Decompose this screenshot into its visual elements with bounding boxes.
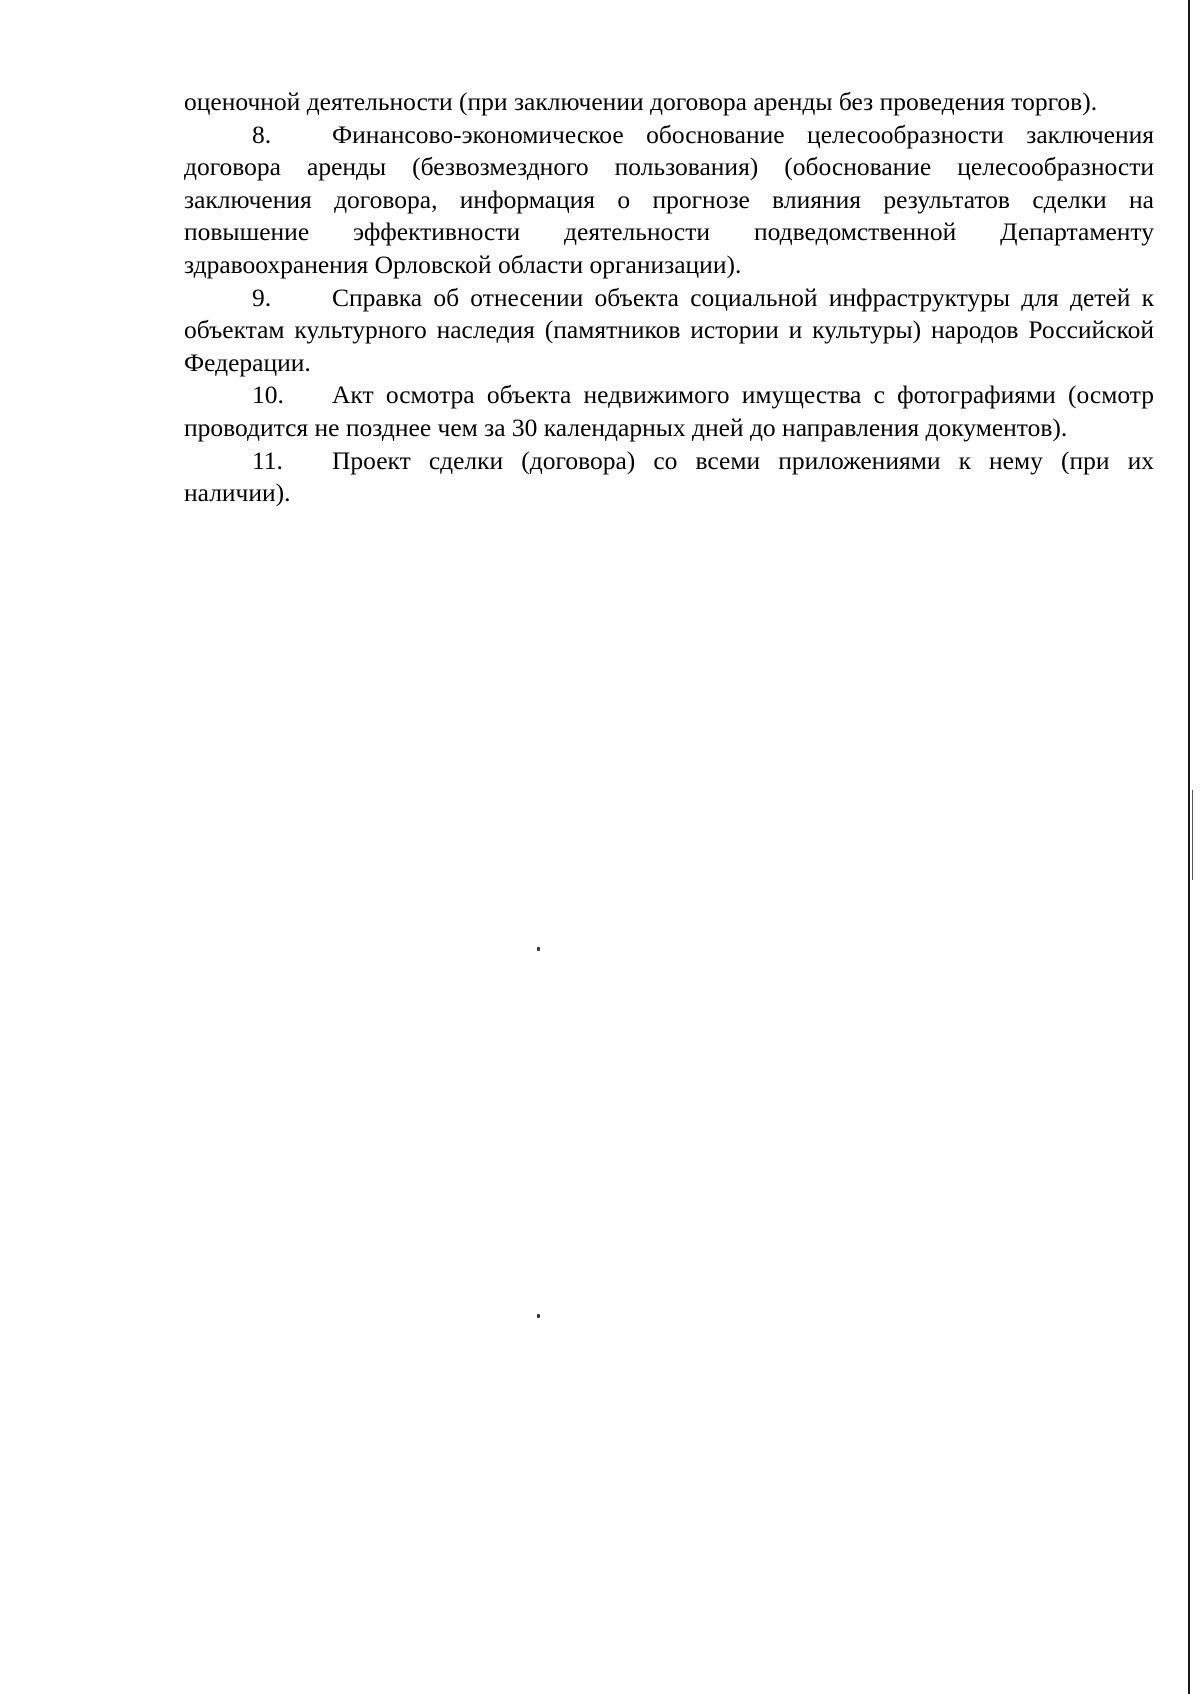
continuation-paragraph: оценочной деятельности (при заключении договора аренды без проведения торгов).: [184, 87, 1098, 116]
item-text: Финансово-экономическое обоснование целесообразности заключения договора аренды (безвозмездного пользования) (обоснование целесообразности заключения договора, информация о прогнозе влияния результатов сделки на повышение эффективности деятельности подведомственной Департаменту здравоохранения Орловской области организации).: [184, 119, 1154, 279]
list-item-9: [184, 282, 1154, 380]
list-item-10: [184, 379, 1154, 444]
scan-speck: [537, 1314, 540, 1318]
item-number: 10.: [252, 380, 284, 410]
item-number: 9.: [252, 282, 272, 312]
list-item-8: [184, 119, 1154, 282]
scan-edge-line: [1188, 0, 1190, 1694]
scan-speck: [537, 947, 540, 951]
item-number: 11.: [252, 445, 283, 475]
item-text: Проект сделки (договора) со всеми приложениями к нему (при их наличии).: [184, 445, 1154, 508]
list-item-11: [184, 445, 1154, 510]
item-text: Справка об отнесении объекта социальной инфраструктуры для детей к объектам культурного наследия (памятников истории и культуры) народов Российской Федерации.: [184, 282, 1154, 377]
item-text: Акт осмотра объекта недвижимого имущества с фотографиями (осмотр проводится не позднее чем за 30 календарных дней до направления документов).: [184, 380, 1154, 442]
item-number: 8.: [252, 119, 272, 149]
document-body: [184, 86, 1154, 510]
scan-edge-mark: [1192, 790, 1193, 880]
